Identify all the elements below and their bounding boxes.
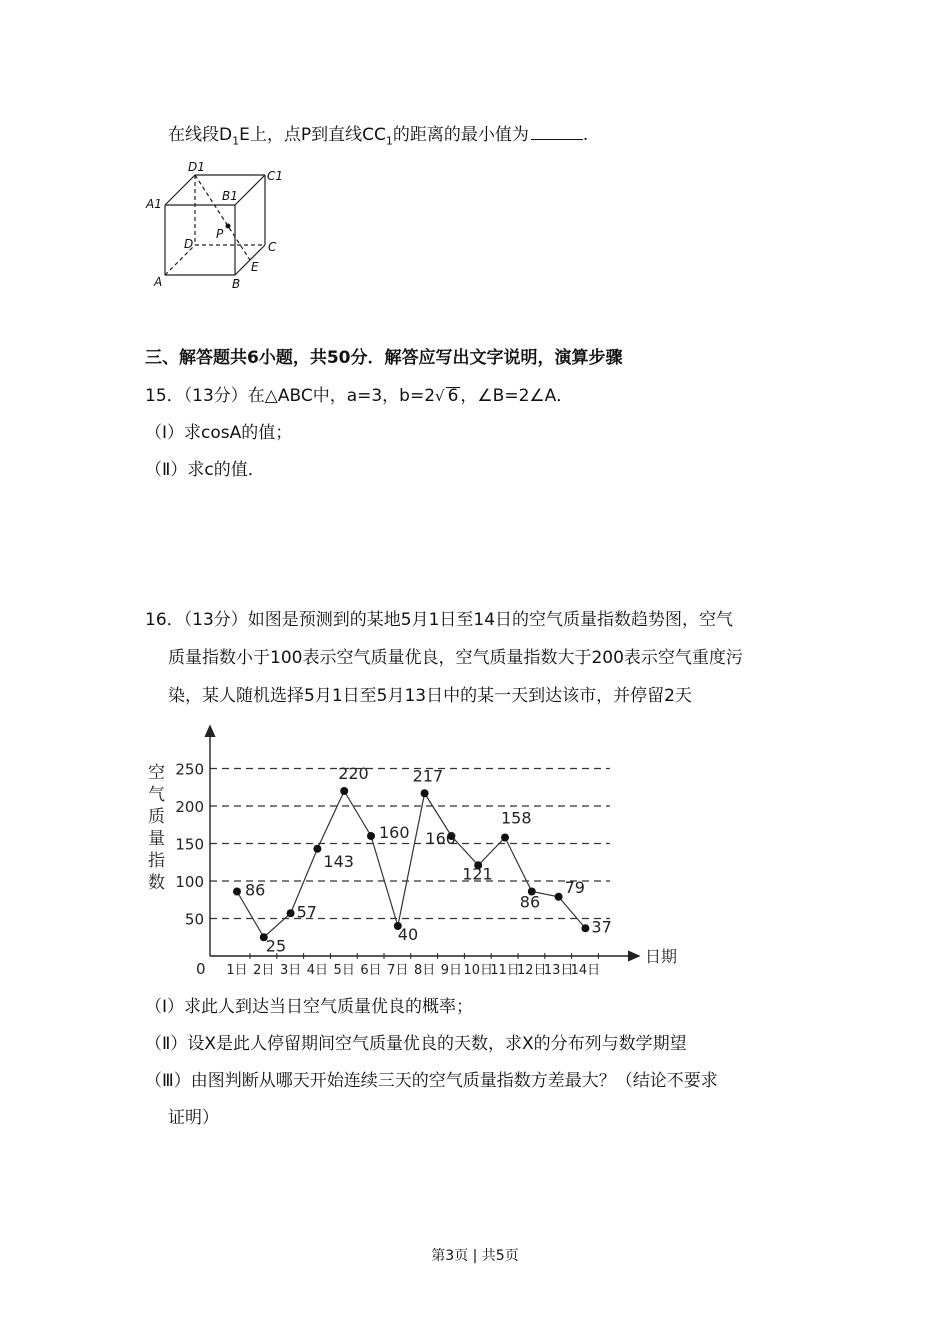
x-tick-labels [226, 953, 600, 978]
data-point [555, 893, 563, 901]
x-tick-label: 7日 [387, 963, 409, 978]
x-tick-label: 5日 [333, 963, 355, 978]
x-tick-label: 10日 [463, 963, 493, 978]
data-label: 57 [296, 902, 317, 922]
y-tick-label: 250 [175, 760, 204, 779]
answer-blank [531, 124, 583, 140]
data-point [340, 787, 348, 795]
y-tick-label: 50 [184, 910, 204, 929]
q15-part2: （Ⅱ）求c的值． [145, 460, 265, 480]
x-tick-label: 13日 [543, 963, 574, 978]
y-label-char: 质 [148, 807, 165, 827]
origin-label: 0 [196, 960, 206, 978]
x-tick-label: 8日 [413, 963, 436, 978]
section-heading: 三、解答题共6小题，共50分．解答应写出文字说明，演算步骤 [145, 348, 623, 368]
data-label: 158 [501, 808, 532, 828]
label-a1: A1 [146, 197, 162, 211]
data-label: 79 [564, 877, 585, 897]
q14-text: 在线段$D_1E$上，点P到直线$CC_1$的距离的最小值为 . [168, 125, 589, 148]
q16-part3: （Ⅲ）由图判断从哪天开始连续三天的空气质量指数方差最大？（结论不要求 [145, 1071, 718, 1091]
data-point [501, 834, 509, 842]
y-label-char: 量 [148, 829, 165, 849]
x-tick-label: 2日 [253, 963, 275, 978]
data-point [233, 888, 241, 896]
data-label: 121 [462, 864, 493, 884]
q16-line2: 质量指数小于100表示空气质量优良，空气质量指数大于200表示空气重度污 [168, 648, 743, 668]
label-b: B [232, 277, 241, 291]
data-label: 37 [591, 917, 612, 937]
label-b1: B1 [222, 189, 238, 203]
q16-line3: 染，某人随机选择5月1日至5月13日中的某一天到达该市，并停留2天 [168, 686, 692, 706]
x-tick-label: 1日 [226, 963, 248, 978]
data-point [367, 832, 375, 840]
data-label: 160 [379, 823, 410, 842]
data-point [581, 924, 589, 932]
q16-part2: （Ⅱ）设X是此人停留期间空气质量优良的天数，求X的分布列与数学期望 [145, 1034, 687, 1054]
label-c1: C1 [267, 169, 284, 183]
label-e: E [251, 260, 259, 274]
q15-stem: 15．（13分）在△ABC中，a=3，b=2√ 6 ，∠B=2∠A． [145, 386, 574, 406]
data-label: 25 [265, 936, 287, 956]
point-p [226, 224, 231, 229]
q16-part3-cont: 证明） [168, 1108, 219, 1128]
label-c: C [268, 240, 277, 254]
x-tick-label: 3日 [279, 963, 302, 978]
data-point [287, 909, 295, 917]
x-tick-label: 14日 [570, 963, 601, 978]
y-label-char: 空 [148, 763, 165, 783]
x-tick-label: 9日 [440, 963, 463, 978]
x-axis-title: 日期 [645, 947, 678, 966]
aqi-line-chart [140, 720, 700, 982]
x-tick-label: 6日 [360, 963, 382, 978]
page-footer: 第3页 | 共5页 [431, 1248, 519, 1264]
y-label-char: 气 [148, 785, 165, 805]
cube-figure [140, 158, 300, 298]
x-tick-label: 4日 [306, 963, 329, 978]
data-label: 143 [323, 851, 354, 871]
data-label: 160 [425, 829, 456, 848]
data-label: 86 [245, 880, 266, 900]
data-point [313, 845, 321, 853]
y-axis-label [148, 763, 165, 893]
label-d1: D1 [188, 160, 205, 174]
y-tick-label: 200 [175, 798, 204, 816]
label-d: D [184, 237, 194, 251]
data-label: 220 [338, 764, 369, 783]
label-a: A [154, 275, 163, 289]
q16-part1: （Ⅰ）求此人到达当日空气质量优良的概率； [145, 997, 474, 1017]
q16-line1: 16．（13分）如图是预测到的某地5月1日至14日的空气质量指数趋势图，空气 [145, 610, 734, 630]
data-label: 86 [519, 892, 541, 912]
y-label-char: 数 [148, 873, 165, 893]
data-point [421, 789, 429, 797]
series-aqi [233, 764, 612, 955]
x-tick-label: 12日 [517, 963, 547, 978]
data-label: 40 [397, 925, 419, 944]
q15-part1: （Ⅰ）求cosA的值； [145, 423, 293, 443]
gridlines [175, 761, 610, 929]
y-label-char: 指 [148, 851, 165, 871]
y-tick-label: 100 [175, 873, 204, 891]
y-tick-label: 150 [175, 835, 204, 854]
label-p: P [216, 227, 224, 241]
x-tick-label: 11日 [490, 963, 520, 978]
data-label: 217 [412, 766, 444, 786]
